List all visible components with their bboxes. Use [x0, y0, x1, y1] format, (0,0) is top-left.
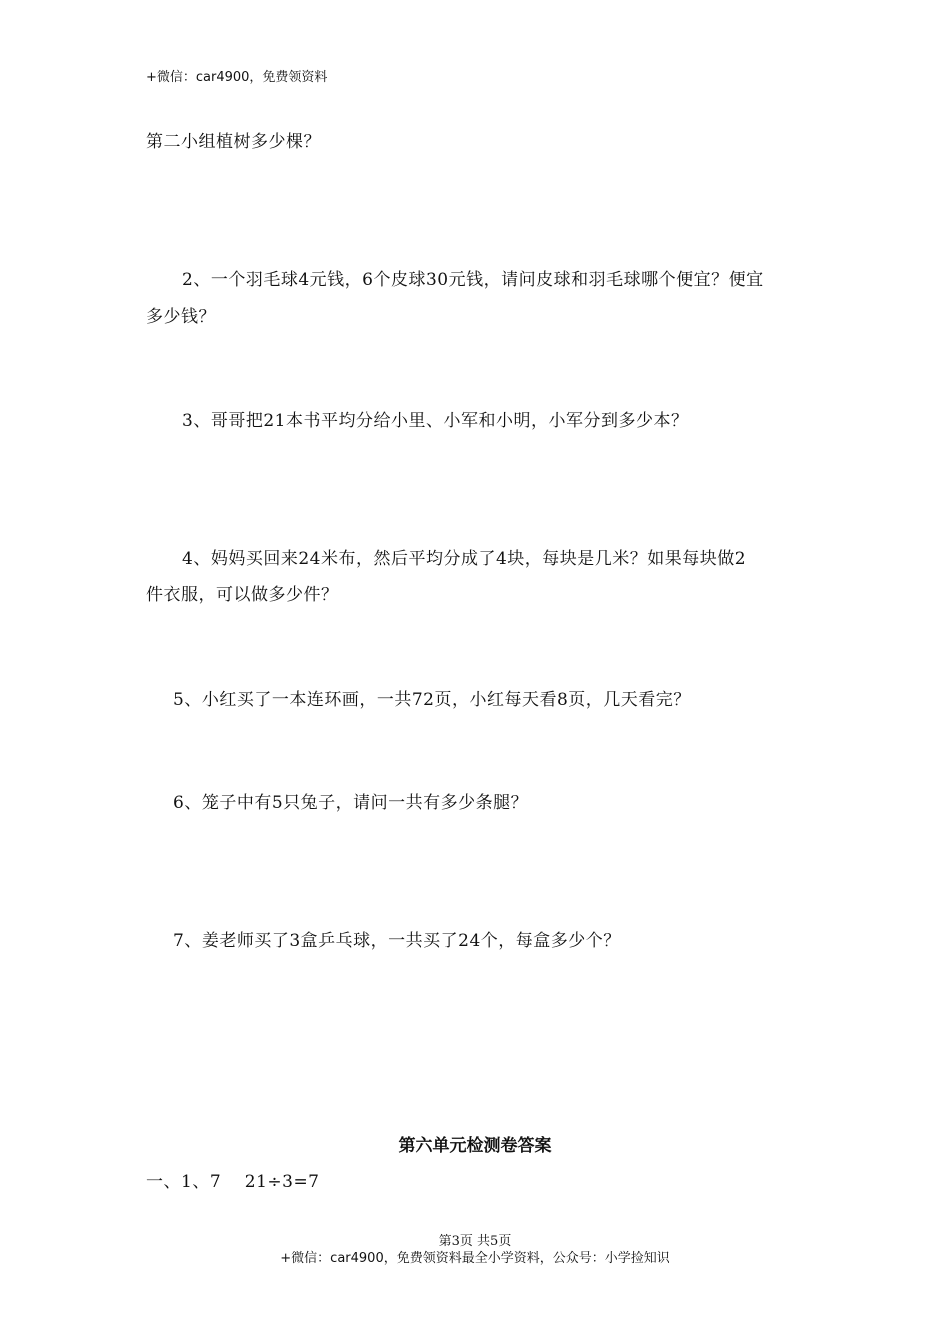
question-7: 7、姜老师买了3盒乒乓球，一共买了24个，每盒多少个？: [173, 931, 621, 951]
question-1-continuation: 第二小组植树多少棵？: [146, 132, 321, 152]
answers-title: 第六单元检测卷答案: [398, 1136, 552, 1156]
header-watermark: +微信：car4900，免费领资料: [146, 70, 328, 85]
question-5: 5、小红买了一本连环画，一共72页，小红每天看8页，几天看完？: [173, 690, 691, 710]
question-2-line-1: 2、一个羽毛球4元钱，6个皮球30元钱，请问皮球和羽毛球哪个便宜？便宜: [182, 270, 764, 290]
question-4-line-1: 4、妈妈买回来24米布，然后平均分成了4块，每块是几米？如果每块做2: [182, 549, 747, 569]
question-6: 6、笼子中有5只兔子，请问一共有多少条腿？: [173, 793, 529, 813]
footer-watermark: +微信：car4900，免费领资料最全小学资料，公众号：小学捡知识: [280, 1251, 670, 1266]
answers-line-1: 一、1、7 21÷3=7: [146, 1172, 320, 1192]
page-number: 第3页 共5页: [438, 1234, 512, 1249]
question-2-line-2: 多少钱？: [146, 307, 216, 327]
question-4-line-2: 件衣服，可以做多少件？: [146, 585, 339, 605]
question-3: 3、哥哥把21本书平均分给小里、小军和小明，小军分到多少本？: [182, 411, 689, 431]
